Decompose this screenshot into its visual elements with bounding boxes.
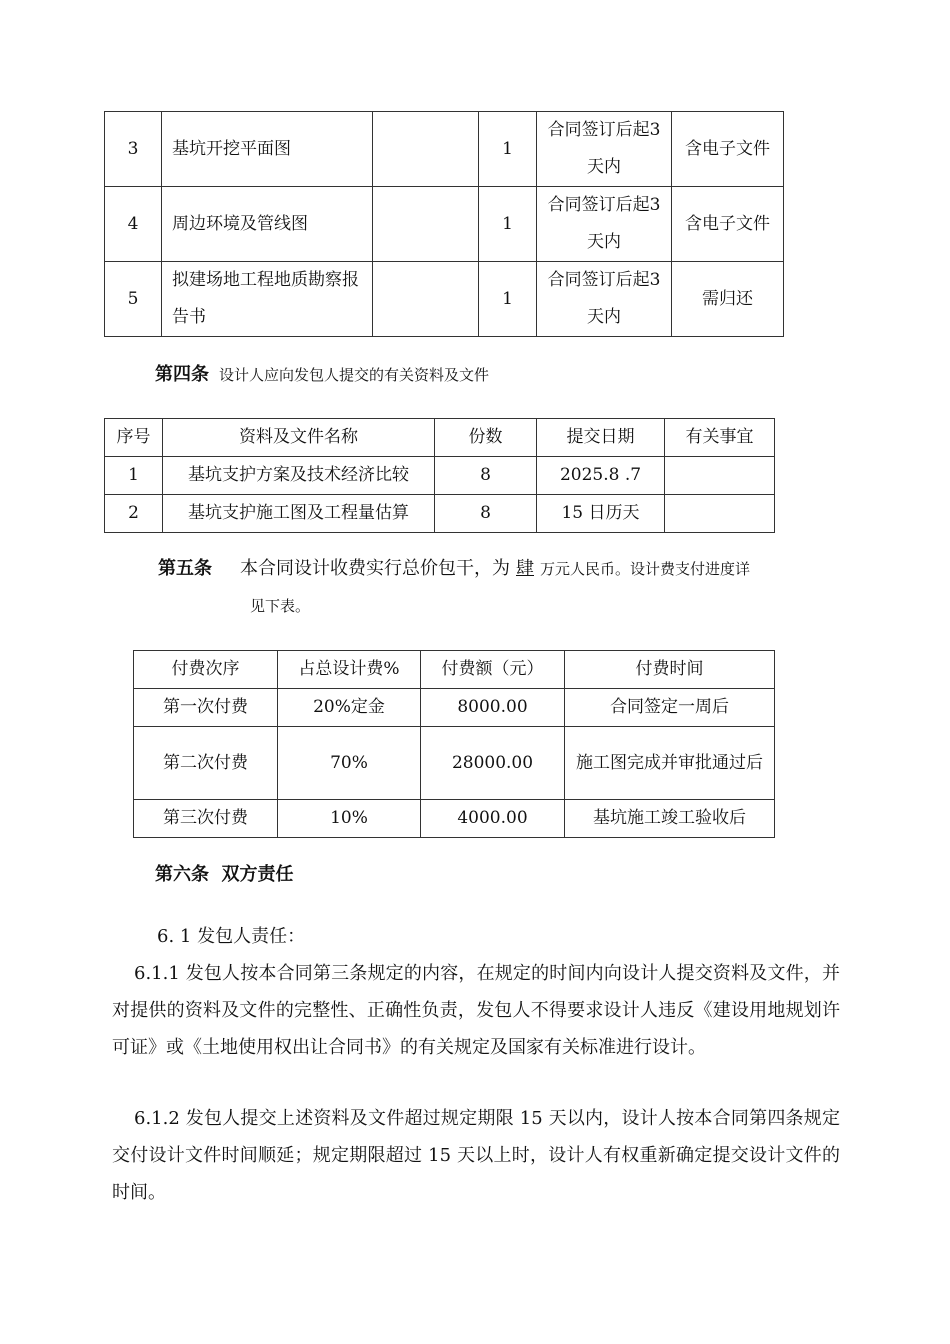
article-4-label: 第四条 [155, 364, 209, 385]
payment-percent: 70% [278, 727, 421, 800]
header-order: 付费次序 [134, 651, 278, 689]
article-5-text-after: 万元人民币。设计费支付进度详 [540, 560, 751, 578]
payment-time: 基坑施工竣工验收后 [565, 800, 775, 838]
note: 含电子文件 [672, 112, 784, 187]
submit-date: 合同签订后起3天内 [537, 262, 672, 337]
blank-cell [373, 187, 479, 262]
payment-amount: 28000.00 [421, 727, 565, 800]
submit-date: 2025.8 .7 [537, 457, 665, 495]
header-amount: 付费额（元） [421, 651, 565, 689]
header-no: 序号 [105, 419, 163, 457]
note [665, 495, 775, 533]
article-4-heading [155, 360, 489, 386]
paragraph-6-1-1: 6.1.1 发包人按本合同第三条规定的内容，在规定的时间内向设计人提交资料及文件，并对提供的资料及文件的完整性、正确性负责，发包人不得要求设计人违反《建设用地规划许可证》或《土地使用权出让合同书》的有关规定及国家有关标准进行设计。 [112, 963, 840, 1058]
table-row [105, 262, 784, 337]
payment-amount: 8000.00 [421, 689, 565, 727]
payment-order: 第二次付费 [134, 727, 278, 800]
article-6-title: 双方责任 [221, 864, 294, 885]
note: 含电子文件 [672, 187, 784, 262]
fee-amount: 肆 [516, 558, 534, 579]
quantity: 8 [435, 495, 537, 533]
material-name: 拟建场地工程地质勘察报告书 [162, 262, 373, 337]
quantity: 1 [479, 112, 537, 187]
article-5 [158, 552, 848, 586]
table-row [134, 727, 775, 800]
payment-percent: 20%定金 [278, 689, 421, 727]
quantity: 8 [435, 457, 537, 495]
header-date: 提交日期 [537, 419, 665, 457]
file-name: 基坑支护施工图及工程量估算 [163, 495, 435, 533]
designer-deliverables-table [104, 418, 775, 533]
article-5-text: 本合同设计收费实行总价包干，为 [240, 558, 510, 579]
header-note: 有关事宜 [665, 419, 775, 457]
article-6-label: 第六条 [155, 864, 209, 885]
row-number: 5 [105, 262, 162, 337]
header-name: 资料及文件名称 [163, 419, 435, 457]
table-row [105, 495, 775, 533]
table-row [105, 112, 784, 187]
article-4-text: 设计人应向发包人提交的有关资料及文件 [219, 366, 490, 384]
quantity: 1 [479, 187, 537, 262]
blank-cell [373, 112, 479, 187]
materials-table-continued [104, 111, 784, 337]
table-header-row [105, 419, 775, 457]
submit-date: 合同签订后起3天内 [537, 187, 672, 262]
material-name: 周边环境及管线图 [162, 187, 373, 262]
table-row [134, 800, 775, 838]
section-6-1-heading: 6. 1 发包人责任： [157, 926, 306, 947]
table-row [105, 187, 784, 262]
note: 需归还 [672, 262, 784, 337]
file-name: 基坑支护方案及技术经济比较 [163, 457, 435, 495]
header-time: 付费时间 [565, 651, 775, 689]
row-number: 4 [105, 187, 162, 262]
article-5-line2: 见下表。 [250, 597, 311, 615]
note [665, 457, 775, 495]
header-qty: 份数 [435, 419, 537, 457]
material-name: 基坑开挖平面图 [162, 112, 373, 187]
blank-cell [373, 262, 479, 337]
table-row [105, 457, 775, 495]
payment-time: 合同签定一周后 [565, 689, 775, 727]
article-5-label: 第五条 [158, 558, 212, 579]
submit-date: 合同签订后起3天内 [537, 112, 672, 187]
row-number: 1 [105, 457, 163, 495]
header-percent: 占总设计费% [278, 651, 421, 689]
payment-order: 第三次付费 [134, 800, 278, 838]
row-number: 3 [105, 112, 162, 187]
submit-date: 15 日历天 [537, 495, 665, 533]
table-row [134, 689, 775, 727]
payment-order: 第一次付费 [134, 689, 278, 727]
paragraph-6-1-2: 6.1.2 发包人提交上述资料及文件超过规定期限 15 天以内，设计人按本合同第四条规定交付设计文件时间顺延；规定期限超过 15 天以上时，设计人有权重新确定提交设计文件的时间。 [112, 1108, 840, 1203]
payment-percent: 10% [278, 800, 421, 838]
row-number: 2 [105, 495, 163, 533]
payment-time: 施工图完成并审批通过后 [565, 727, 775, 800]
payment-schedule-table [133, 650, 775, 838]
quantity: 1 [479, 262, 537, 337]
table-header-row [134, 651, 775, 689]
payment-amount: 4000.00 [421, 800, 565, 838]
article-6-heading [155, 860, 294, 886]
